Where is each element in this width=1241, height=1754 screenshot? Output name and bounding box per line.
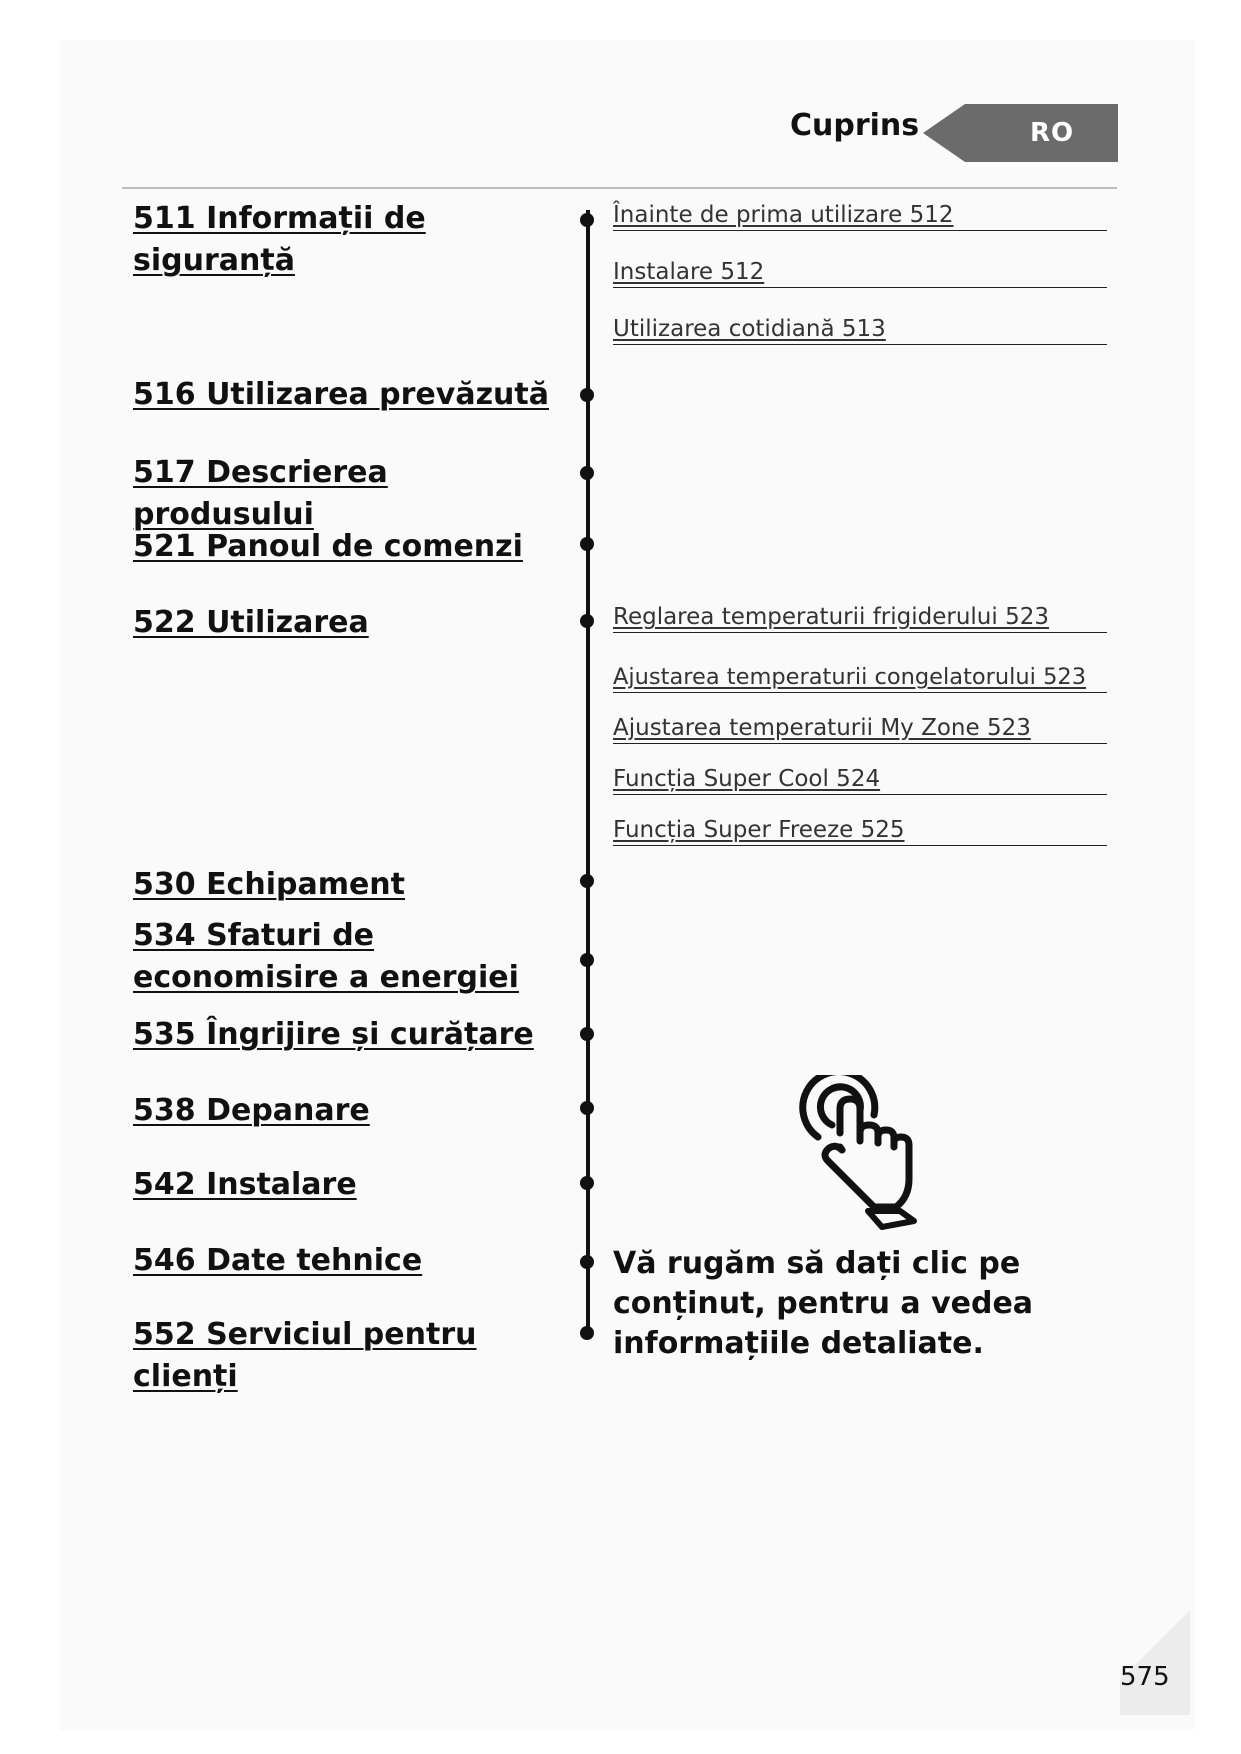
toc-link-customer-service[interactable]: 552 Serviciul pentru clienți	[133, 1317, 477, 1394]
header-divider	[122, 187, 1117, 189]
timeline-dot	[580, 1101, 594, 1115]
timeline-dot	[580, 614, 594, 628]
toc-sublink-my-zone-temperature[interactable]: Ajustarea temperaturii My Zone 523	[613, 713, 1107, 744]
toc-link-technical-data[interactable]: 546 Date tehnice	[133, 1243, 423, 1278]
timeline-dot	[580, 213, 594, 227]
toc-sublink-before-first-use[interactable]: Înainte de prima utilizare 512	[613, 200, 1107, 231]
timeline-dot	[580, 388, 594, 402]
timeline-dot	[580, 874, 594, 888]
page-number: 575	[1120, 1662, 1170, 1692]
timeline-dot	[580, 1255, 594, 1269]
toc-link-intended-use[interactable]: 516 Utilizarea prevăzută	[133, 377, 549, 412]
toc-link-safety-info[interactable]: 511 Informații de siguranță	[133, 201, 426, 278]
toc-link-installation[interactable]: 542 Instalare	[133, 1167, 357, 1202]
toc-link-care-cleaning[interactable]: 535 Îngrijire și curățare	[133, 1017, 534, 1052]
timeline-dot	[580, 466, 594, 480]
toc-sublink-daily-use[interactable]: Utilizarea cotidiană 513	[613, 314, 1107, 345]
timeline-dot	[580, 1176, 594, 1190]
toc-sublink-super-cool[interactable]: Funcția Super Cool 524	[613, 764, 1107, 795]
toc-link-equipment[interactable]: 530 Echipament	[133, 867, 406, 902]
toc-sublink-freezer-temperature[interactable]: Ajustarea temperaturii congelatorului 523	[613, 662, 1107, 693]
toc-timeline	[586, 210, 590, 1336]
toc-sublink-installation[interactable]: Instalare 512	[613, 257, 1107, 288]
timeline-dot	[580, 537, 594, 551]
page-title: Cuprins	[790, 108, 920, 143]
click-instruction-note: Vă rugăm să dați clic pe conținut, pentru a vedea informațiile detaliate.	[613, 1246, 1034, 1361]
toc-link-troubleshooting[interactable]: 538 Depanare	[133, 1093, 370, 1128]
toc-sublink-super-freeze[interactable]: Funcția Super Freeze 525	[613, 815, 1107, 846]
toc-link-usage[interactable]: 522 Utilizarea	[133, 605, 369, 640]
toc-link-product-description[interactable]: 517 Descrierea produsului	[133, 455, 388, 532]
timeline-dot	[580, 953, 594, 967]
toc-link-energy-saving[interactable]: 534 Sfaturi de economisire a energiei	[133, 918, 519, 995]
language-tab-label: RO	[1029, 118, 1075, 148]
toc-link-control-panel[interactable]: 521 Panoul de comenzi	[133, 529, 523, 564]
timeline-dot	[580, 1326, 594, 1340]
click-hand-icon	[788, 1075, 938, 1230]
timeline-dot	[580, 1027, 594, 1041]
toc-sublink-fridge-temperature[interactable]: Reglarea temperaturii frigiderului 523	[613, 602, 1107, 633]
